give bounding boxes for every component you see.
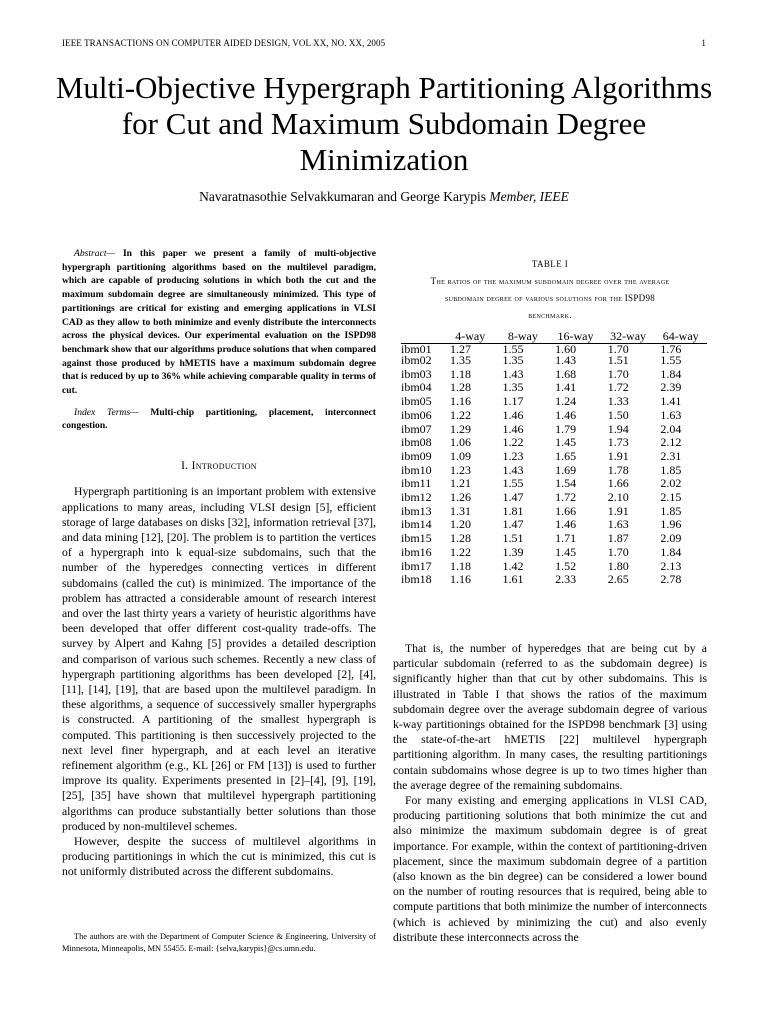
ratio-cell: 1.85 xyxy=(660,503,682,518)
ratio-cell: 1.22 xyxy=(502,435,524,450)
ratio-cell: 1.46 xyxy=(555,407,577,422)
column-header: 4-way xyxy=(444,330,497,344)
ratio-cell: 1.70 xyxy=(607,342,629,356)
benchmark-name: ibm12 xyxy=(401,490,432,505)
ratio-cell: 2.33 xyxy=(555,572,577,587)
ratio-cell: 1.72 xyxy=(607,380,629,395)
benchmark-name: ibm16 xyxy=(401,544,432,559)
section-heading-introduction xyxy=(62,459,376,474)
ratio-cell: 1.91 xyxy=(607,503,629,518)
ratio-cell: 2.10 xyxy=(607,490,629,505)
ratio-cell: 1.20 xyxy=(449,517,471,532)
ratio-cell: 1.55 xyxy=(502,342,524,356)
table-row xyxy=(401,477,707,491)
benchmark-name: ibm09 xyxy=(401,448,432,463)
section-title: Introduction xyxy=(191,460,257,473)
table-row xyxy=(401,505,707,519)
table-body xyxy=(401,344,707,587)
paper-title: Multi-Objective Hypergraph Partitioning Algorithms for Cut and Maximum Subdomain Degree Minimization xyxy=(55,70,713,177)
journal-header: IEEE TRANSACTIONS ON COMPUTER AIDED DESIGN, VOL XX, NO. XX, 2005 xyxy=(62,38,386,48)
ratio-cell: 1.66 xyxy=(607,476,629,491)
column-header: 8-way xyxy=(497,330,550,344)
ratio-cell: 1.29 xyxy=(449,421,471,436)
table-row xyxy=(401,491,707,505)
benchmark-name: ibm18 xyxy=(401,572,432,587)
ratio-cell: 1.60 xyxy=(555,342,577,356)
author-affiliation-footnote: The authors are with the Department of Computer Science & Engineering, University of Minnesota, Minneapolis, MN 55455. E-mail: {selva,karypis}@cs.umn.edu. xyxy=(62,932,376,953)
ratio-cell: 2.31 xyxy=(660,448,682,463)
ratio-cell: 1.27 xyxy=(449,342,471,356)
ratio-cell: 1.91 xyxy=(607,448,629,463)
ratio-cell: 1.84 xyxy=(660,544,682,559)
ratio-cell: 1.52 xyxy=(555,558,577,573)
ratio-cell: 1.39 xyxy=(502,544,524,559)
ratio-cell: 1.80 xyxy=(607,558,629,573)
author-line xyxy=(40,189,728,205)
ratio-cell: 1.63 xyxy=(607,517,629,532)
table-label: TABLE I xyxy=(531,259,569,269)
ratio-cell: 1.43 xyxy=(502,366,524,381)
author-names: Navaratnasothie Selvakkumaran and George Karypis xyxy=(199,189,487,204)
left-column xyxy=(62,247,376,880)
ratio-cell: 1.72 xyxy=(555,490,577,505)
ratio-cell: 1.87 xyxy=(607,531,629,546)
ratio-cell: 1.47 xyxy=(502,517,524,532)
benchmark-name: ibm03 xyxy=(401,366,432,381)
ratio-cell: 2.39 xyxy=(660,380,682,395)
table-caption-line: subdomain degree of various solutions for the ISPD98 xyxy=(444,293,656,303)
table-caption-line: benchmark. xyxy=(528,310,572,320)
page-number: 1 xyxy=(701,38,706,48)
ratio-cell: 2.13 xyxy=(660,558,682,573)
ratio-cell: 1.61 xyxy=(502,572,524,587)
benchmark-name: ibm11 xyxy=(401,476,432,491)
benchmark-name: ibm04 xyxy=(401,380,432,395)
ratio-cell: 1.45 xyxy=(555,435,577,450)
benchmark-name: ibm14 xyxy=(401,517,432,532)
ratio-cell: 1.18 xyxy=(449,558,471,573)
ratio-cell: 1.23 xyxy=(502,448,524,463)
ratio-cell: 2.12 xyxy=(660,435,682,450)
ratio-cell: 1.70 xyxy=(607,544,629,559)
right-paragraph-1: That is, the number of hyperedges that are being cut by a particular subdomain (referred to as the subdomain degree) is significantly higher than that cut by other subdomains. This is illustrated in Table I that shows the ratios of the maximum subdomain degree over the average subdomain degree of various k-way partitionings obtained for the ISPD98 benchmark [3] using the state-of-the-art hMETIS [22] multilevel hypergraph partitioning algorithm. In many cases, the resulting partitionings contain subdomains whose degree is up to two times higher than the average degree of the remaining subdomains. xyxy=(393,642,707,792)
benchmark-name: ibm08 xyxy=(401,435,432,450)
ratio-cell: 1.66 xyxy=(555,503,577,518)
ratio-cell: 1.70 xyxy=(607,366,629,381)
ratio-cell: 1.06 xyxy=(449,435,471,450)
ratio-cell: 1.73 xyxy=(607,435,629,450)
benchmark-name: ibm06 xyxy=(401,407,432,422)
benchmark-name: ibm05 xyxy=(401,394,432,409)
benchmark-name: ibm13 xyxy=(401,503,432,518)
ratio-cell: 1.78 xyxy=(607,462,629,477)
ratio-cell: 1.16 xyxy=(449,572,471,587)
table-caption-line: The ratios of the maximum subdomain degree over the average xyxy=(430,276,670,286)
ratio-table xyxy=(401,330,707,587)
intro-paragraph-2: However, despite the success of multilevel algorithms in producing partitionings in which the cut is minimized, this cut is not uniformly distributed across the different subdomains. xyxy=(62,835,376,879)
author-membership: Member, IEEE xyxy=(489,189,569,204)
ratio-cell: 2.02 xyxy=(660,476,682,491)
index-terms: Index Terms— Multi-chip partitioning, placement, interconnect congestion. xyxy=(62,406,377,432)
ratio-cell: 1.28 xyxy=(449,531,471,546)
ratio-cell: 2.65 xyxy=(607,572,629,587)
ratio-cell: 2.09 xyxy=(660,531,682,546)
table-row xyxy=(401,436,707,450)
benchmark-name: ibm10 xyxy=(401,462,432,477)
table-row xyxy=(401,423,707,437)
ratio-cell: 1.41 xyxy=(555,380,577,395)
ratio-cell: 1.09 xyxy=(449,448,471,463)
ratio-cell: 1.65 xyxy=(555,448,577,463)
ratio-cell: 1.46 xyxy=(555,517,577,532)
ratio-cell: 1.96 xyxy=(660,517,682,532)
ratio-cell: 1.23 xyxy=(449,462,471,477)
ratio-cell: 1.51 xyxy=(502,531,524,546)
ratio-cell: 1.21 xyxy=(449,476,471,491)
ratio-cell: 1.69 xyxy=(555,462,577,477)
ratio-cell: 1.50 xyxy=(607,407,629,422)
ratio-cell: 1.16 xyxy=(449,394,471,409)
right-paragraph-2: For many existing and emerging applications in VLSI CAD, producing partitioning solutions that both minimize the cut and also minimize the maximum subdomain degree is of great importance. For example, within the context of partitioning-driven placement, since the maximum subdomain degree of a partition (also known as the bin degree) can be considered a lower bound on the number of routing resources that is required, being able to compute partitions that both minimize the number of interconnects (which is achieved by minimizing the cut) and also evenly distribute these interconnects across the xyxy=(393,794,707,944)
ratio-cell: 1.63 xyxy=(660,407,682,422)
table-row xyxy=(401,409,707,423)
table-row xyxy=(401,395,707,409)
ratio-cell: 1.71 xyxy=(555,531,577,546)
table-row xyxy=(401,450,707,464)
table-row xyxy=(401,560,707,574)
right-column xyxy=(393,641,707,945)
ratio-cell: 1.22 xyxy=(449,544,471,559)
abstract-lead: Abstract xyxy=(74,248,107,259)
ratio-cell: 1.47 xyxy=(502,490,524,505)
ratio-cell: 1.35 xyxy=(502,380,524,395)
table-row xyxy=(401,381,707,395)
ratio-cell: 1.84 xyxy=(660,366,682,381)
ratio-cell: 1.26 xyxy=(449,490,471,505)
column-header: 16-way xyxy=(549,330,602,344)
column-header: 64-way xyxy=(654,330,707,344)
abstract: Abstract— In this paper we present a family of multi-objective hypergraph partitioning algorithms based on the multilevel paradigm, which are capable of producing solutions in which both the cut and the maximum subdomain degree are simultaneously minimized. This type of partitionings are critical for existing and emerging applications in VLSI CAD as they allow to both minimize and evenly distribute the interconnects across the physical devices. Our experimental evaluation on the ISPD98 benchmark show that our algorithms produce solutions that when compared against those produced by hMETIS have a maximum subdomain degree that is reduced by up to 36% while achieving comparable quality in terms of cut. xyxy=(62,248,377,397)
ratio-cell: 1.76 xyxy=(660,342,682,356)
ratio-cell: 1.55 xyxy=(660,353,682,367)
table-row xyxy=(401,354,707,368)
ratio-cell: 1.94 xyxy=(607,421,629,436)
ratio-cell: 1.43 xyxy=(555,353,577,367)
table-caption xyxy=(393,273,707,324)
index-terms-lead: Index Terms xyxy=(74,406,131,418)
ratio-cell: 1.28 xyxy=(449,380,471,395)
ratio-cell: 1.46 xyxy=(502,407,524,422)
ratio-cell: 1.46 xyxy=(502,421,524,436)
ratio-cell: 2.04 xyxy=(660,421,682,436)
ratio-cell: 1.24 xyxy=(555,394,577,409)
table-1 xyxy=(393,259,707,587)
benchmark-name: ibm17 xyxy=(401,558,432,573)
table-row xyxy=(401,573,707,587)
table-row xyxy=(401,464,707,478)
ratio-cell: 1.42 xyxy=(502,558,524,573)
benchmark-name: ibm15 xyxy=(401,531,432,546)
ratio-cell: 1.22 xyxy=(449,407,471,422)
intro-paragraph-1: Hypergraph partitioning is an important problem with extensive applications to many areas, including VLSI design [5], efficient storage of large databases on disks [32], information retrieval [37], and data mining [12], [20]. The problem is to partition the vertices of a hypergraph into k equal-size subdomains, such that the number of the hyperedges connecting vertices in different subdomains (called the cut) is minimized. The importance of the problem has attracted a considerable amount of research interest and over the last thirty years a variety of heuristic algorithms have been developed that offer different cost-quality trade-offs. The survey by Alpert and Kahng [5] provides a detailed description and comparison of various such schemes. Recently a new class of hypergraph partitioning algorithms has been developed [2], [4], [11], [14], [19], that are based upon the multilevel paradigm. In these algorithms, a sequence of successively smaller hypergraphs is constructed. A partitioning of the smallest hypergraph is computed. This partitioning is then successively projected to the next level finer hypergraph, and at each level an iterative refinement algorithm (e.g., KL [26] or FM [13]) is used to further improve its quality. Experiments presented in [2]–[4], [9], [19], [25], [35] have shown that multilevel hypergraph partitioning algorithms can produce substantially better solutions than those produced by non-multilevel schemes. xyxy=(62,485,376,833)
table-row xyxy=(401,546,707,560)
ratio-cell: 1.17 xyxy=(502,394,524,409)
index-terms-text: Multi-chip partitioning, placement, interconnect congestion. xyxy=(62,406,377,432)
benchmark-name: ibm02 xyxy=(401,353,432,367)
section-number: I. xyxy=(181,460,189,473)
ratio-cell: 1.35 xyxy=(449,353,471,367)
column-header: 32-way xyxy=(602,330,655,344)
ratio-cell: 1.35 xyxy=(502,353,524,367)
ratio-cell: 1.31 xyxy=(449,503,471,518)
ratio-cell: 1.68 xyxy=(555,366,577,381)
ratio-cell: 2.78 xyxy=(660,572,682,587)
ratio-cell: 1.79 xyxy=(555,421,577,436)
ratio-cell: 1.41 xyxy=(660,394,682,409)
ratio-cell: 2.15 xyxy=(660,490,682,505)
table-row xyxy=(401,368,707,382)
table-row xyxy=(401,518,707,532)
table-row xyxy=(401,532,707,546)
ratio-cell: 1.45 xyxy=(555,544,577,559)
ratio-cell: 1.54 xyxy=(555,476,577,491)
ratio-cell: 1.85 xyxy=(660,462,682,477)
benchmark-name: ibm07 xyxy=(401,421,432,436)
benchmark-name: ibm01 xyxy=(401,342,432,356)
running-header xyxy=(62,38,706,52)
ratio-cell: 1.43 xyxy=(502,462,524,477)
ratio-cell: 1.33 xyxy=(607,394,629,409)
ratio-cell: 1.81 xyxy=(502,503,524,518)
ratio-cell: 1.51 xyxy=(607,353,629,367)
ratio-cell: 1.18 xyxy=(449,366,471,381)
abstract-text: In this paper we present a family of multi-objective hypergraph partitioning algorithms based on the multilevel paradigm, which are capable of producing solutions in which both the cut and the maximum subdomain degree are simultaneously minimized. This type of partitionings are critical for existing and emerging applications in VLSI CAD as they allow to both minimize and evenly distribute the interconnects across the physical devices. Our experimental evaluation on the ISPD98 benchmark show that our algorithms produce solutions that when compared against those produced by hMETIS have a maximum subdomain degree that is reduced by up to 36% while achieving comparable quality in terms of cut. xyxy=(62,248,377,397)
ratio-cell: 1.55 xyxy=(502,476,524,491)
